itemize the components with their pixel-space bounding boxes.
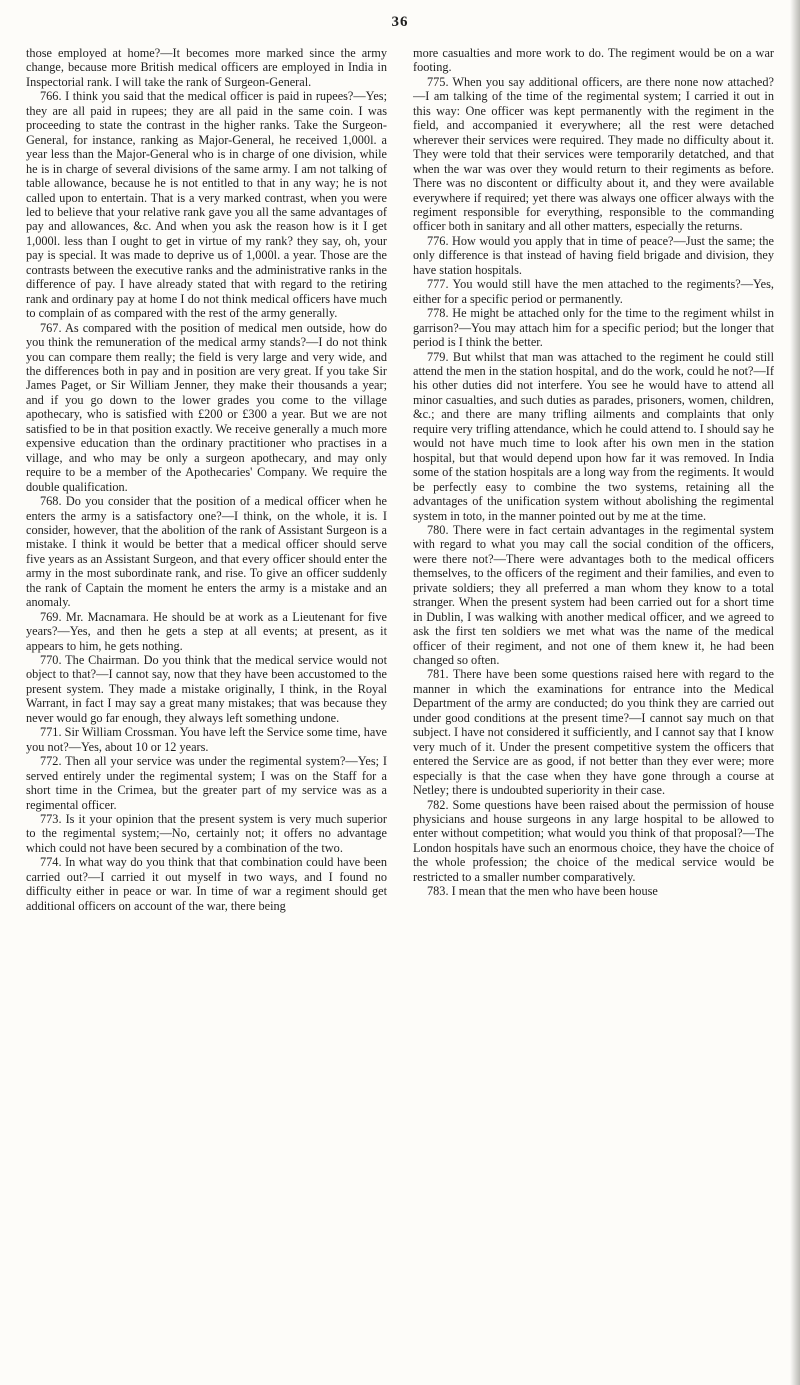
paragraph: 782. Some questions have been raised about the permission of house physicians and house surgeons in any large hospital to be allowed to enter without competition; what would you think of that proposal?—The London hospitals have such an enormous choice, they have the choice of the whole profession; the choice of the medical service would be restricted to a smaller number comparatively. [413,797,774,884]
paragraph: more casualties and more work to do. The regiment would be on a war footing. [413,46,774,75]
text-columns [26,46,774,1366]
paragraph: 773. Is it your opinion that the present system is very much superior to the regimental system;—No, certainly not; it offers no advantage which could not have been secured by a combination of the two. [26,812,387,855]
paragraph: 768. Do you consider that the position of a medical officer when he enters the army is a satisfactory one?—I think, on the whole, it is. I consider, however, that the abolition of the rank of Assistant Surgeon is a mistake. I think it would be better that a medical officer should serve five years as an Assistant Surgeon, and that every officer should enter the army in the most subordinate rank, and rise. To give an officer suddenly the rank of Captain the moment he enters the army is a mistake and an anomaly. [26,494,387,610]
paragraph: 778. He might be attached only for the time to the regiment whilst in garrison?—You may attach him for a specific period; but the longer that period is I think the better. [413,306,774,350]
paragraph: those employed at home?—It becomes more marked since the army change, because more British medical officers are employed in India in Inspectorial rank. I will take the rank of Surgeon-General. [26,46,387,89]
page-edge-shadow [790,0,800,1385]
paragraph: 769. Mr. Macnamara. He should be at work as a Lieutenant for five years?—Yes, and then he gets a step at all events; at present, as it appears to him, he gets nothing. [26,609,387,653]
paragraph: 766. I think you said that the medical officer is paid in rupees?—Yes; they are all paid in rupees; they are all paid in the same coin. I was proceeding to state the contrast in the higher ranks. Take the Surgeon-General, for instance, ranking as Major-General, he received 1,000l. a year less than the Major-General who is in charge of one division, while he is in charge of several divisions of the same army. I am not talking of table allowance, because he is not entitled to that in any way; he is not called upon to entertain. That is a very marked contrast, when you were led to believe that your relative rank gave you all the same advantages of pay and allowances, &c. And when you ask the reason how is it I get 1,000l. less than I ought to get in virtue of my rank? they say, oh, your pay is special. It was made to deprive us of 1,000l. a year. Those are the contrasts between the executive ranks and the administrative ranks in the difference of pay. I have already stated that with regard to the retiring rank and ordinary pay at home I do not think medical officers have much to complain of as compared with the rest of the army generally. [26,89,387,321]
paragraph: 774. In what way do you think that that combination could have been carried out?—I carried it out myself in two ways, and I found no difficulty either in peace or war. In time of war a regiment should get additional officers on account of the war, there being [26,855,387,913]
right-column [413,46,774,1366]
page-number: 36 [391,14,409,30]
paragraph: 770. The Chairman. Do you think that the medical service would not object to that?—I cannot say, now that they have been accustomed to the present system. They made a mistake originally, I think, in the Royal Warrant, in fact I may say a great many mistakes; that was because they never would go far enough, they always left something undone. [26,653,387,725]
paragraph: 783. I mean that the men who have been house [427,884,658,899]
paragraph: 772. Then all your service was under the regimental system?—Yes; I served entirely under the regimental system; I was on the Staff for a short time in the Crimea, but the greater part of my service was as a regimental officer. [26,754,387,812]
paragraph: 779. But whilst that man was attached to the regiment he could still attend the men in the station hospital, and do the work, could he not?—If his other duties did not interfere. You see he would have to attend all minor casualties, and such duties as parades, prisoners, women, children, &c.; and there are many trifling ailments and complaints that only require very trifling attendance, which he could attend to. I should say he would not have much time to look after his own men in the station hospital, but that would depend upon how far it was removed. In India some of the station hospitals are a long way from the regiments. It would be perfectly easy to combine the two systems, retaining all the advantages of the unification system without abolishing the regimental system in toto, in the manner pointed out by me at the time. [413,349,774,523]
paragraph: 776. How would you apply that in time of peace?—Just the same; the only difference is that instead of having field brigade and division, they have station hospitals. [413,233,774,277]
paragraph: 775. When you say additional officers, are there none now attached?—I am talking of the time of the regimental system; I carried it out in this way: One officer was kept permanently with the regiment in the field, and accompanied it everywhere; all the rest were detached wherever their services were required. They made no difficulty about it. They were told that their services were temporarily detatched, and that when the war was over they would return to their regiments as before. There was no discontent or difficulty about it, and they were available everywhere if required; yet there was always one officer always with the regiment responsible for everything, responsible to the commanding officer both in sanitary and all other matters, especially the returns. [413,74,774,234]
paragraph: 780. There were in fact certain advantages in the regimental system with regard to what you may call the social condition of the officers, were there not?—There were advantages both to the medical officers themselves, to the officers of the regiment and their families, and even to private soldiers; they all preferred a man whom they know to a total stranger. When the present system had been carried out for a short time in Dublin, I was walking with another medical officer, and we agreed to ask the first ten soldiers we met what was the name of the medical officer of their regiment, and not one of them knew it, he had been changed so often. [413,522,774,668]
left-column [26,46,387,1366]
paragraph: 771. Sir William Crossman. You have left the Service some time, have you not?—Yes, about 10 or 12 years. [26,725,387,754]
paragraph: 781. There have been some questions raised here with regard to the manner in which the examinations for entrance into the Medical Department of the army are conducted; do you think they are carried out under good conditions at the present time?—I cannot say much on that subject. I have not considered it sufficiently, and I cannot say that I know very much of it. Under the present competitive system the officers that entered the Service are as good, if not better than they ever were; more especially is that the case when they have gone through a course at Netley; there is undoubted superiority in their case. [413,667,774,798]
paragraph: 767. As compared with the position of medical men outside, how do you think the remuneration of the medical army stands?—I do not think you can compare them really; the field is very large and very wide, and the differences both in pay and in position are very great. If you take Sir James Paget, or Sir William Jenner, they make their thousands a year; and if you go down to the lower grades you come to the village apothecary, who is satisfied with £200 or £300 a year. But we are not satisfied to be in that position exactly. We receive generally a much more expensive education than the ordinary practitioner who practises in a village, and who may be only a surgeon apothecary, and may only require to be a member of the Apothecaries' Company. We require the double qualification. [26,320,387,494]
paragraph: 777. You would still have the men attached to the regiments?—Yes, either for a specific period or permanently. [413,277,774,306]
